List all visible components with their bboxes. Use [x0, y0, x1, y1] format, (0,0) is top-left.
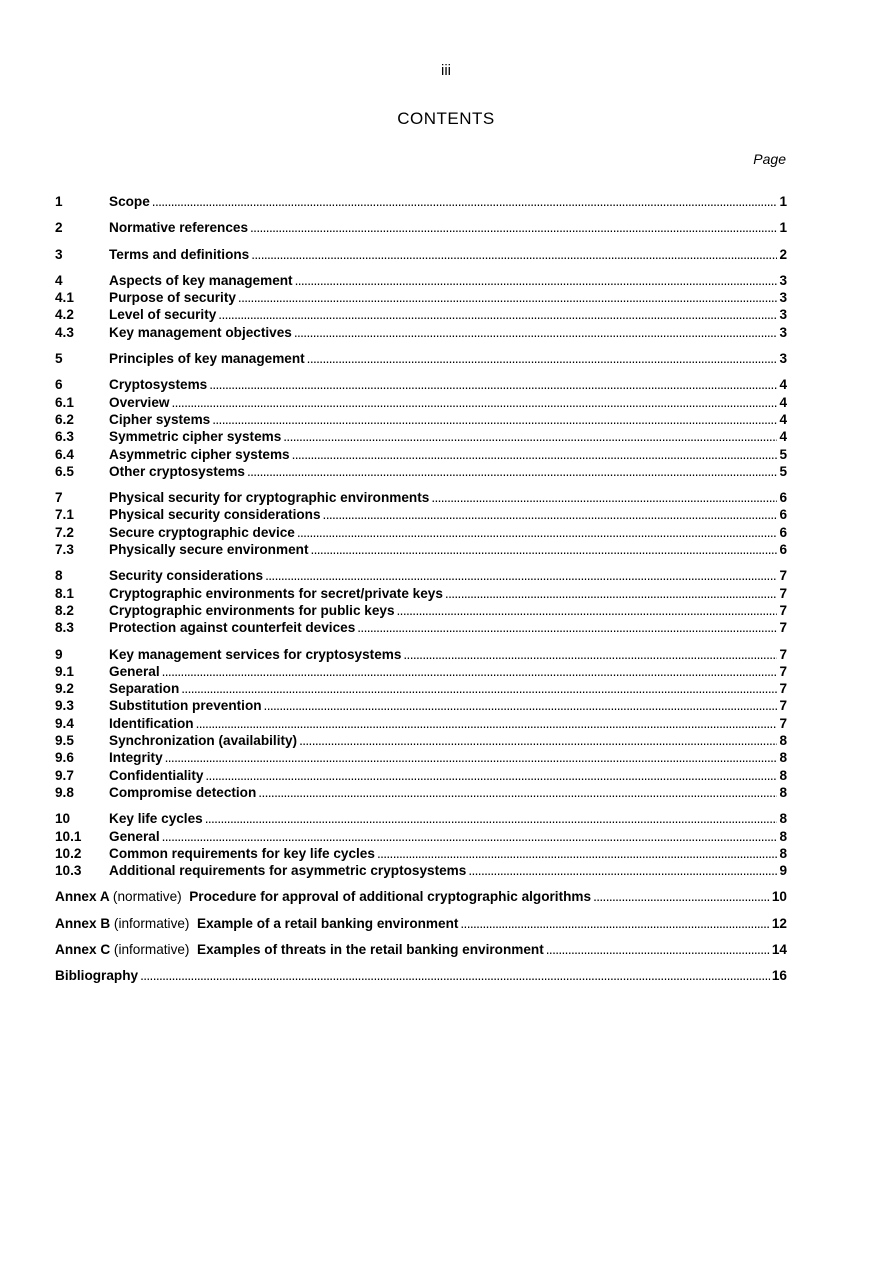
dot-leader	[205, 767, 777, 784]
toc-entry-label: Key management objectives	[109, 324, 292, 340]
toc-entry-label: Protection against counterfeit devices	[109, 620, 356, 636]
toc-entry-page: 4	[779, 377, 787, 393]
toc-entry-page: 10	[771, 889, 787, 905]
toc-entry[interactable]	[55, 585, 787, 602]
toc-entry[interactable]	[55, 350, 787, 367]
toc-entry-page: 4	[779, 429, 787, 445]
annex-kind: (informative)	[113, 941, 190, 957]
toc-entry-page: 3	[779, 272, 787, 288]
toc-entry-page: 16	[771, 968, 787, 984]
toc-entry-page: 6	[779, 507, 787, 523]
dot-leader	[445, 585, 778, 602]
toc-entry-page: 2	[779, 246, 787, 262]
dot-leader	[546, 941, 770, 958]
dot-leader	[297, 524, 778, 541]
dot-leader	[218, 306, 777, 323]
toc-entry-label: Normative references	[109, 220, 249, 236]
toc-entry[interactable]	[55, 767, 787, 784]
toc-entry[interactable]	[55, 862, 787, 879]
annex-id: Annex C	[55, 941, 111, 957]
toc-entry-page: 4	[779, 411, 787, 427]
toc-entry-number: 9.7	[55, 767, 74, 783]
toc-entry-number: 9	[55, 646, 63, 662]
toc-entry-number: 9.5	[55, 733, 74, 749]
toc-entry[interactable]	[55, 602, 787, 619]
toc-entry[interactable]	[55, 715, 787, 732]
toc-entry[interactable]	[55, 646, 787, 663]
toc-entry[interactable]	[55, 663, 787, 680]
dot-leader	[357, 619, 777, 636]
toc-entry-page: 6	[779, 542, 787, 558]
toc-entry-number: 9.3	[55, 698, 74, 714]
dot-leader	[171, 394, 777, 411]
dot-leader	[307, 350, 778, 367]
dot-leader	[196, 715, 778, 732]
dot-leader	[258, 784, 777, 801]
toc-entry[interactable]	[55, 749, 787, 766]
dot-leader	[265, 567, 777, 584]
dot-leader	[377, 845, 778, 862]
toc-entry[interactable]	[55, 828, 787, 845]
toc-entry-label: Cryptographic environments for public keys	[109, 602, 395, 618]
toc-entry[interactable]	[55, 306, 787, 323]
toc-entry-label: Cryptosystems	[109, 377, 208, 393]
toc-entry-page: 9	[779, 863, 787, 879]
dot-leader	[264, 697, 778, 714]
page-title: CONTENTS	[397, 109, 495, 128]
toc-entry[interactable]	[55, 967, 787, 984]
dot-leader	[299, 732, 777, 749]
toc-entry-number: 6.4	[55, 446, 74, 462]
toc-entry[interactable]	[55, 489, 787, 506]
page-number: iii	[441, 62, 451, 79]
dot-leader	[397, 602, 778, 619]
toc-entry-page: 3	[779, 351, 787, 367]
toc-entry-label: Purpose of security	[109, 290, 236, 306]
dot-leader	[209, 376, 777, 393]
toc-entry-label: General	[109, 828, 160, 844]
toc-entry-label: Principles of key management	[109, 351, 305, 367]
toc-entry[interactable]	[55, 446, 787, 463]
dot-leader	[310, 541, 777, 558]
dot-leader	[238, 289, 778, 306]
toc-entry-page: 14	[771, 941, 787, 957]
toc-entry-page: 3	[779, 307, 787, 323]
toc-entry-label: Synchronization (availability)	[109, 733, 298, 749]
toc-entry[interactable]	[55, 697, 787, 714]
dot-leader	[283, 428, 777, 445]
toc-entry-label: Cryptographic environments for secret/private keys	[109, 585, 443, 601]
toc-entry[interactable]	[55, 324, 787, 341]
toc-entry-label: Physical security considerations	[109, 507, 321, 523]
toc-annex-entry[interactable]	[55, 941, 787, 958]
toc-entry-page: 8	[779, 828, 787, 844]
toc-entry-label: Aspects of key management	[109, 272, 293, 288]
toc-entry-page: 7	[779, 663, 787, 679]
dot-leader	[468, 862, 777, 879]
dot-leader	[294, 324, 778, 341]
toc-entry-page: 1	[779, 220, 787, 236]
toc-entry[interactable]	[55, 845, 787, 862]
toc-entry[interactable]	[55, 524, 787, 541]
toc-entry-page: 7	[779, 620, 787, 636]
toc-entry-page: 8	[779, 845, 787, 861]
toc-entry-label: Key management services for cryptosystems	[109, 646, 402, 662]
annex-kind: (informative)	[113, 915, 190, 931]
toc-entry-label	[55, 915, 458, 932]
toc-entry-page: 7	[779, 715, 787, 731]
toc-entry-number: 6.5	[55, 463, 74, 479]
toc-entry-number: 3	[55, 246, 63, 262]
dot-leader	[212, 411, 777, 428]
dot-leader	[152, 193, 778, 210]
toc-entry-label: Overview	[109, 394, 170, 410]
dot-leader	[593, 888, 770, 905]
toc-entry-label: Terms and definitions	[109, 246, 250, 262]
toc-entry-number: 6.1	[55, 394, 74, 410]
toc-annex-entry[interactable]	[55, 915, 787, 932]
toc-entry-page: 3	[779, 324, 787, 340]
toc-entry-label: Compromise detection	[109, 784, 257, 800]
toc-entry-label: Scope	[109, 194, 150, 209]
table-of-contents	[55, 193, 787, 985]
toc-entry-page: 7	[779, 568, 787, 584]
toc-entry-page: 8	[779, 750, 787, 766]
annex-title: Procedure for approval of additional cryptographic algorithms	[189, 889, 592, 905]
toc-entry-page: 7	[779, 585, 787, 601]
toc-entry[interactable]	[55, 394, 787, 411]
annex-id: Annex B	[55, 915, 111, 931]
toc-entry-number: 4.3	[55, 324, 74, 340]
toc-entry-page: 7	[779, 698, 787, 714]
dot-leader	[323, 506, 778, 523]
dot-leader	[295, 272, 778, 289]
toc-entry-label	[55, 941, 544, 958]
toc-entry[interactable]	[55, 732, 787, 749]
toc-entry-label: Key life cycles	[109, 811, 203, 827]
toc-entry-page: 8	[779, 733, 787, 749]
toc-entry-label: Substitution prevention	[109, 698, 262, 714]
dot-leader	[251, 246, 777, 263]
toc-entry[interactable]	[55, 680, 787, 697]
toc-entry-label: Asymmetric cipher systems	[109, 446, 290, 462]
dot-leader	[403, 646, 777, 663]
toc-entry-number: 10.3	[55, 863, 82, 879]
dot-leader	[162, 828, 778, 845]
toc-entry-label: Additional requirements for asymmetric cryptosystems	[109, 863, 467, 879]
dot-leader	[162, 663, 778, 680]
toc-entry-page: 5	[779, 446, 787, 462]
toc-entry-number: 10.1	[55, 828, 82, 844]
toc-entry-label: Physical security for cryptographic environments	[109, 490, 430, 506]
toc-entry[interactable]	[55, 463, 787, 480]
dot-leader	[165, 749, 778, 766]
toc-entry-number: 2	[55, 220, 63, 236]
dot-leader	[431, 489, 777, 506]
toc-entry[interactable]	[55, 193, 787, 210]
toc-entry-number: 8.1	[55, 585, 74, 601]
toc-entry-number: 6.3	[55, 429, 74, 445]
toc-entry[interactable]	[55, 289, 787, 306]
toc-entry-number: 8	[55, 568, 63, 584]
toc-entry[interactable]	[55, 219, 787, 236]
toc-entry-page: 8	[779, 811, 787, 827]
toc-entry-page: 5	[779, 463, 787, 479]
toc-entry[interactable]	[55, 411, 787, 428]
toc-entry-page: 6	[779, 524, 787, 540]
toc-entry-label: Physically secure environment	[109, 542, 309, 558]
dot-leader	[292, 446, 778, 463]
toc-entry-number: 5	[55, 351, 63, 367]
toc-entry-number: 7.2	[55, 524, 74, 540]
toc-entry[interactable]	[55, 376, 787, 393]
toc-entry-number: 8.2	[55, 602, 74, 618]
dot-leader	[460, 915, 769, 932]
toc-entry-number: 1	[55, 194, 63, 209]
toc-entry-page: 4	[779, 394, 787, 410]
toc-entry[interactable]	[55, 246, 787, 263]
toc-entry-number: 7.3	[55, 542, 74, 558]
toc-entry[interactable]	[55, 810, 787, 827]
toc-entry-page: 8	[779, 784, 787, 800]
toc-entry-label: Symmetric cipher systems	[109, 429, 282, 445]
toc-entry-label: Level of security	[109, 307, 217, 323]
toc-entry-number: 9.2	[55, 681, 74, 697]
toc-entry-number: 6.2	[55, 411, 74, 427]
toc-entry-label: Secure cryptographic device	[109, 524, 295, 540]
dot-leader	[247, 463, 777, 480]
toc-entry-label: Other cryptosystems	[109, 463, 245, 479]
toc-entry-label: Integrity	[109, 750, 163, 766]
toc-entry-number: 9.8	[55, 784, 74, 800]
toc-entry-label: Security considerations	[109, 568, 264, 584]
page-column-label: Page	[753, 151, 786, 167]
toc-entry-label: Bibliography	[55, 968, 139, 984]
toc-annex-entry[interactable]	[55, 888, 787, 905]
toc-entry-label: Cipher systems	[109, 411, 211, 427]
toc-entry-label: General	[109, 663, 160, 679]
toc-entry-number: 8.3	[55, 620, 74, 636]
toc-entry-number: 4.2	[55, 307, 74, 323]
toc-entry[interactable]	[55, 619, 787, 636]
annex-kind: (normative)	[112, 889, 182, 905]
toc-entry-page: 7	[779, 646, 787, 662]
toc-entry-label: Separation	[109, 681, 180, 697]
toc-entry[interactable]	[55, 272, 787, 289]
toc-entry-number: 4.1	[55, 290, 74, 306]
toc-entry[interactable]	[55, 541, 787, 558]
dot-leader	[181, 680, 777, 697]
toc-entry-number: 10.2	[55, 845, 82, 861]
dot-leader	[250, 219, 777, 236]
toc-entry-number: 6	[55, 377, 63, 393]
toc-entry-label: Common requirements for key life cycles	[109, 845, 375, 861]
toc-entry-page: 6	[779, 490, 787, 506]
toc-entry-number: 7.1	[55, 507, 74, 523]
toc-entry-number: 4	[55, 272, 63, 288]
toc-entry[interactable]	[55, 567, 787, 584]
toc-entry-number: 9.1	[55, 663, 74, 679]
toc-entry[interactable]	[55, 506, 787, 523]
toc-entry-number: 10	[55, 811, 71, 827]
toc-entry-number: 9.6	[55, 750, 74, 766]
toc-entry-number: 9.4	[55, 715, 74, 731]
annex-title: Example of a retail banking environment	[197, 915, 459, 931]
toc-entry-page: 8	[779, 767, 787, 783]
dot-leader	[205, 810, 778, 827]
toc-entry-label	[55, 888, 591, 905]
toc-entry-page: 1	[779, 194, 787, 209]
toc-entry-page: 7	[779, 681, 787, 697]
toc-entry-page: 7	[779, 602, 787, 618]
annex-title: Examples of threats in the retail banking environment	[197, 941, 544, 957]
dot-leader	[140, 967, 770, 984]
toc-entry-number: 7	[55, 490, 63, 506]
toc-entry-label: Identification	[109, 715, 194, 731]
toc-entry-label: Confidentiality	[109, 767, 204, 783]
toc-entry-page: 3	[779, 290, 787, 306]
annex-id: Annex A	[55, 889, 110, 905]
toc-entry-page: 12	[771, 915, 787, 931]
toc-entry[interactable]	[55, 428, 787, 445]
toc-entry[interactable]	[55, 784, 787, 801]
